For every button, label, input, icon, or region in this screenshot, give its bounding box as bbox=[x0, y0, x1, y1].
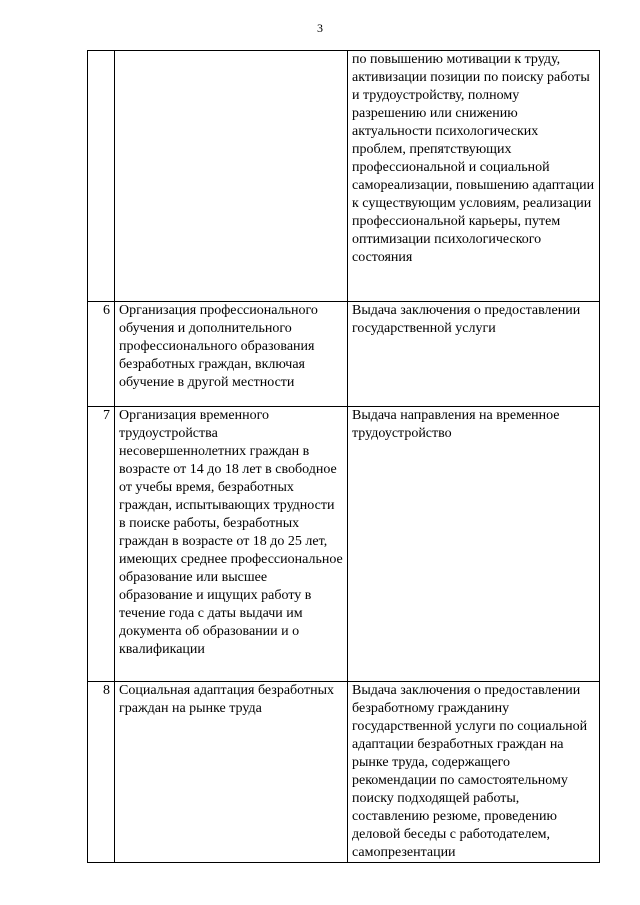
service-result: Выдача заключения о предоставлении безработному гражданину государственной услуги по социальной адаптации безработных граждан на рынке труда, содержащего рекомендации по самостоятельному поиску подходящей работы, составлению резюме, проведению деловой беседы с работодателем, самопрезентации bbox=[348, 682, 600, 863]
table-row bbox=[88, 51, 600, 302]
services-table bbox=[87, 50, 600, 863]
service-result: по повышению мотивации к труду, активизации позиции по поиску работы и трудоустройству, полному разрешению или снижению актуальности психологических проблем, препятствующих профессиональной и социальной самореализации, повышению адаптации к существующим условиям, реализации профессиональной карьеры, путем оптимизации психологического состояния bbox=[348, 51, 600, 302]
page-number: 3 bbox=[317, 21, 323, 35]
row-number: 8 bbox=[88, 682, 115, 863]
table-row bbox=[88, 407, 600, 682]
service-name: Организация профессионального обучения и дополнительного профессионального образования безработных граждан, включая обучение в другой местности bbox=[115, 302, 348, 407]
row-number: 6 bbox=[88, 302, 115, 407]
service-result: Выдача заключения о предоставлении государственной услуги bbox=[348, 302, 600, 407]
service-name bbox=[115, 51, 348, 302]
service-name: Организация временного трудоустройства несовершеннолетних граждан в возрасте от 14 до 18 лет в свободное от учебы время, безработных граждан, испытывающих трудности в поиске работы, безработных граждан в возрасте от 18 до 25 лет, имеющих среднее профессиональное образование или высшее образование и ищущих работу в течение года с даты выдачи им документа об образовании и о квалификации bbox=[115, 407, 348, 682]
row-number: 7 bbox=[88, 407, 115, 682]
service-result: Выдача направления на временное трудоустройство bbox=[348, 407, 600, 682]
table-row bbox=[88, 682, 600, 863]
service-name: Социальная адаптация безработных граждан на рынке труда bbox=[115, 682, 348, 863]
row-number bbox=[88, 51, 115, 302]
table-row bbox=[88, 302, 600, 407]
